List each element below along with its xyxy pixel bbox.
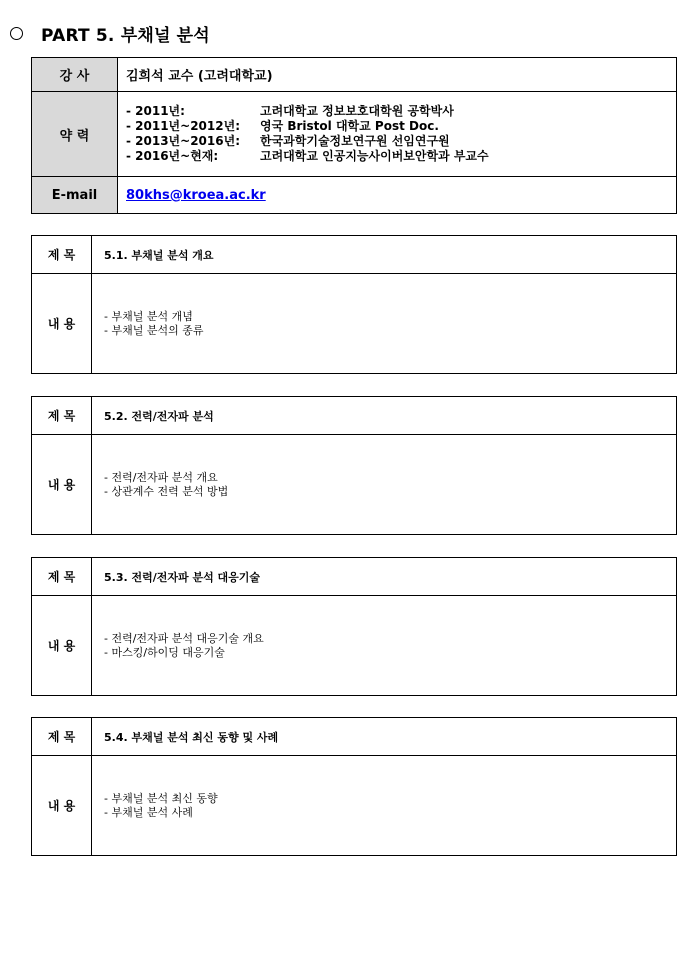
session-table-5-4	[31, 717, 677, 856]
email-cell	[118, 177, 677, 214]
career-item	[126, 119, 676, 134]
instructor-info-table	[31, 57, 677, 214]
circle-bullet-icon	[10, 27, 23, 40]
session-item: - 부채널 분석 사례	[104, 805, 193, 819]
session-content-label: 내 용	[32, 274, 92, 374]
email-link[interactable]: 80khs@kroea.ac.kr	[126, 187, 266, 203]
session-title: 5.3. 전력/전자파 분석 대응기술	[104, 570, 261, 584]
session-title-label: 제 목	[32, 397, 92, 435]
session-title-label: 제 목	[32, 236, 92, 274]
career-org: 한국과학기술정보연구원 선임연구원	[260, 134, 450, 148]
session-item: - 부채널 분석 개념	[104, 309, 193, 323]
career-org: 고려대학교 정보보호대학원 공학박사	[260, 104, 454, 118]
email-label: E-mail	[32, 177, 118, 214]
career-item	[126, 149, 676, 164]
session-item: - 마스킹/하이딩 대응기술	[104, 645, 225, 659]
career-period: - 2011년:	[126, 104, 185, 118]
session-title: 5.4. 부채널 분석 최신 동향 및 사례	[104, 730, 279, 744]
email-row	[32, 177, 677, 214]
lecturer-cell	[118, 58, 677, 92]
session-item: - 부채널 분석의 종류	[104, 323, 204, 337]
career-list	[126, 104, 676, 164]
session-item: - 전력/전자파 분석 대응기술 개요	[104, 631, 264, 645]
session-title: 5.1. 부채널 분석 개요	[104, 248, 214, 262]
lecturer-name: 김희석 교수 (고려대학교)	[126, 69, 273, 84]
session-table-5-2	[31, 396, 677, 535]
page-header	[10, 20, 210, 46]
career-item	[126, 104, 676, 119]
career-period: - 2013년~2016년:	[126, 134, 240, 148]
lecturer-label: 강 사	[32, 58, 118, 92]
session-item: - 부채널 분석 최신 동향	[104, 791, 218, 805]
session-content-label: 내 용	[32, 596, 92, 696]
career-label: 약 력	[32, 92, 118, 177]
career-period: - 2016년~현재:	[126, 149, 219, 163]
page-title: PART 5. 부채널 분석	[41, 25, 210, 46]
career-period: - 2011년~2012년:	[126, 119, 240, 133]
career-org: 고려대학교 인공지능사이버보안학과 부교수	[260, 149, 489, 163]
session-title-label: 제 목	[32, 718, 92, 756]
session-content-label: 내 용	[32, 435, 92, 535]
session-title-label: 제 목	[32, 558, 92, 596]
career-item	[126, 134, 676, 149]
career-cell	[118, 92, 677, 177]
session-title: 5.2. 전력/전자파 분석	[104, 409, 214, 423]
lecturer-row	[32, 58, 677, 92]
session-content-label: 내 용	[32, 756, 92, 856]
session-item: - 상관계수 전력 분석 방법	[104, 484, 229, 498]
session-table-5-1	[31, 235, 677, 374]
session-table-5-3	[31, 557, 677, 696]
career-org: 영국 Bristol 대학교 Post Doc.	[260, 119, 439, 133]
session-item: - 전력/전자파 분석 개요	[104, 470, 218, 484]
career-row	[32, 92, 677, 177]
